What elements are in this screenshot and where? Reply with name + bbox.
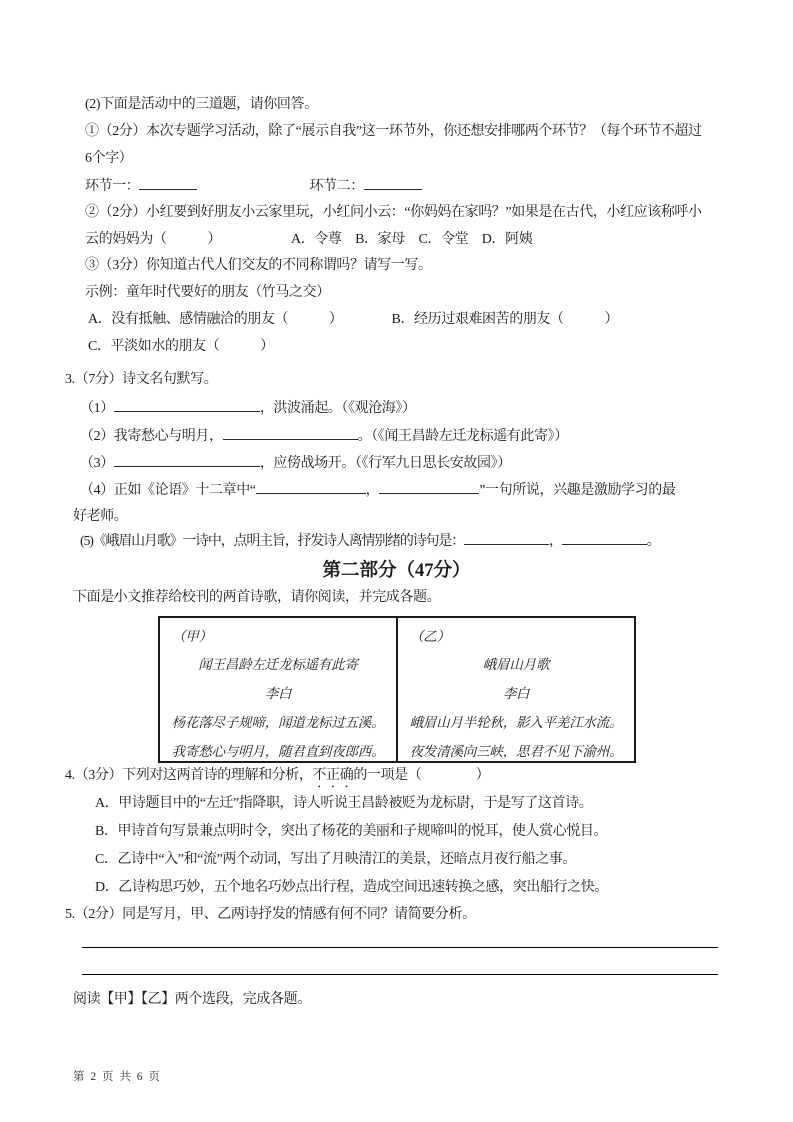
sub-question-2-choice-bracket[interactable]: 云的妈妈为（ ）: [85, 232, 221, 247]
item5-mid: ，: [548, 534, 562, 549]
poem-yi-tag: （乙）: [410, 629, 450, 644]
question-3-stem: 3.（7分）诗文名句默写。: [65, 372, 218, 387]
item4-fill-blank-1[interactable]: [256, 480, 366, 494]
poem-jia-title: 闻王昌龄左迁龙标遥有此寄: [198, 657, 358, 672]
sub-question-3-example: 示例：童年时代要好的朋友（竹马之交）: [85, 285, 330, 300]
item3-pre: （3）: [80, 456, 114, 471]
poem-yi-author: 李白: [502, 686, 530, 701]
q4-option-b[interactable]: B．甲诗首句写景兼点明时令，突出了杨花的美丽和子规啼叫的悦耳，使人赏心悦目。: [95, 824, 608, 839]
item5-fill-blank-1[interactable]: [464, 531, 549, 545]
item3-post: ，应傍战场开。（《行军九日思长安故园》）: [259, 456, 511, 471]
item2-pre: （2）我寄愁心与明月，: [80, 429, 223, 444]
q4-option-d[interactable]: D．乙诗构思巧妙，五个地名巧妙点出行程，造成空间迅速转换之感，突出船行之快。: [95, 880, 608, 895]
item5-post: 。: [646, 534, 660, 549]
question-3-item3: [80, 453, 511, 473]
q4-option-c[interactable]: C．乙诗中“入”和“流”两个动词，写出了月映清江的美景，还暗点月夜行船之事。: [95, 852, 576, 867]
sub-question-1-line1: ①（2分）本次专题学习活动，除了“展示自我”这一环节外，你还想安排哪两个环节？（每个环节不超过: [85, 124, 702, 139]
step1-label: 环节一：: [85, 179, 140, 194]
option-c[interactable]: C．平淡如水的朋友（ ）: [88, 339, 274, 354]
poem-jia-line2: 我寄愁心与明月，随君直到夜郎西。: [171, 744, 385, 759]
q4-stem-emphasis: 不正确: [312, 768, 354, 783]
sub-question-2-line2: [85, 230, 532, 249]
question-3-item5: [80, 531, 660, 551]
question-3-item2: [80, 426, 568, 446]
q4-choice-bracket[interactable]: 的一项是（ ）: [353, 768, 490, 783]
step2-label: 环节二：: [309, 179, 364, 194]
item1-pre: （1）: [80, 401, 114, 416]
item4-post: ”一句所说，兴趣是激励学习的最: [479, 483, 676, 498]
sub-question-3-options-ab: [88, 310, 618, 329]
item2-post: 。（《闻王昌龄左迁龙标遥有此寄》）: [357, 429, 568, 444]
poem-comparison-table: [158, 616, 636, 763]
item2-fill-blank[interactable]: [223, 426, 358, 440]
question-3-item4-cont: 好老师。: [73, 509, 128, 524]
poem-jia-line1: 杨花落尽子规啼，闻道龙标过五溪。: [171, 715, 385, 730]
poem-jia-author: 李白: [264, 686, 292, 701]
item1-post: ，洪波涌起。（《观沧海》）: [259, 401, 416, 416]
option-a[interactable]: A．没有抵触、感情融洽的朋友（ ）: [88, 312, 343, 327]
answer-line-1[interactable]: [82, 947, 718, 948]
sub-question-2-options: A．令尊 B．家母 C．令堂 D．阿姨: [291, 232, 533, 247]
sub-question-3-stem: ③（3分）你知道古代人们交友的不同称谓吗？请写一写。: [85, 258, 432, 273]
part2-intro: 下面是小文推荐给校刊的两首诗歌，请你阅读，并完成各题。: [73, 590, 441, 605]
item3-fill-blank[interactable]: [114, 453, 260, 467]
reading-section-intro: 阅读【甲】【乙】两个选段，完成各题。: [73, 992, 311, 1007]
q4-stem-pre: 4.（3分）下列对这两首诗的理解和分析，: [65, 768, 313, 783]
poem-yi-line2: 夜发清溪向三峡，思君不见下渝州。: [409, 744, 623, 759]
sub-question-1-line2: 6个字）: [85, 151, 133, 166]
item5-fill-blank-2[interactable]: [562, 531, 647, 545]
item4-fill-blank-2[interactable]: [379, 480, 479, 494]
item1-fill-blank[interactable]: [114, 398, 260, 412]
step2-fill-blank[interactable]: [364, 176, 422, 190]
poem-yi-cell: [398, 618, 634, 761]
question-4-stem: [65, 766, 489, 791]
question-3-item4: [80, 480, 675, 500]
poem-yi-line1: 峨眉山月半轮秋，影入平羌江水流。: [409, 715, 623, 730]
part2-title: 第二部分（47分）: [322, 561, 471, 581]
step1-fill-blank[interactable]: [139, 176, 197, 190]
item5-pre: (5)《峨眉山月歌》一诗中，点明主旨，抒发诗人离情别绪的诗句是：: [80, 534, 464, 549]
answer-line-2[interactable]: [82, 974, 718, 975]
poem-yi-title: 峨眉山月歌: [482, 657, 550, 672]
q4-option-a[interactable]: A．甲诗题目中的“左迁”指降职，诗人听说王昌龄被贬为龙标尉，于是写了这首诗。: [95, 796, 593, 811]
question-2-intro: (2)下面是活动中的三道题，请你回答。: [85, 97, 318, 112]
item4-pre: （4）正如《论语》十二章中“: [80, 483, 256, 498]
question-5-stem: 5.（2分）同是写月，甲、乙两诗抒发的情感有何不同？请简要分析。: [65, 907, 476, 922]
sub-question-1-answer-row: [85, 176, 422, 196]
poem-jia-cell: [160, 618, 398, 761]
page-number: 第 2 页 共 6 页: [73, 1071, 162, 1083]
question-3-item1: [80, 398, 416, 418]
poem-jia-tag: （甲）: [172, 629, 212, 644]
option-b[interactable]: B．经历过艰难困苦的朋友（ ）: [391, 312, 619, 327]
sub-question-2-line1: ②（2分）小红要到好朋友小云家里玩，小红问小云：“你妈妈在家吗？”如果是在古代，小红应该称呼小: [85, 205, 702, 220]
item4-mid: ，: [365, 483, 380, 498]
